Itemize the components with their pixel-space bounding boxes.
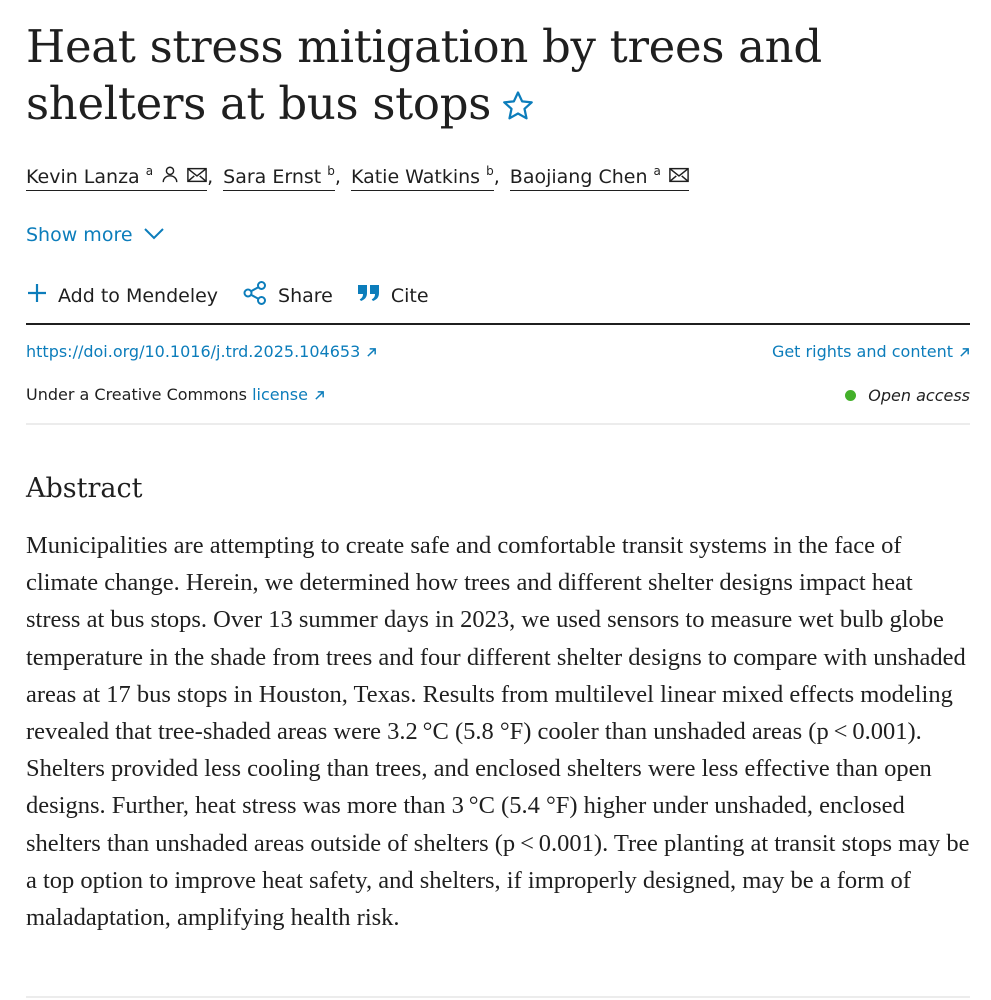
- external-link-icon: [314, 386, 325, 405]
- affiliation-marker: b: [486, 163, 494, 178]
- open-access-badge: [845, 385, 970, 405]
- quote-icon: [357, 283, 381, 308]
- share-icon: [242, 280, 268, 311]
- license-link-text: license: [252, 385, 308, 404]
- author-list: Kevin Lanza $^a$ , Sara Ernst $^b$ , Katie Watkins $^b$ , Baojiang Chen $^a$: [26, 165, 970, 197]
- article-title: Heat stress mitigation by trees and shelters at bus stops: [26, 18, 970, 136]
- divider: [26, 323, 970, 325]
- open-access-label: Open access: [868, 385, 970, 405]
- cite-button[interactable]: [357, 283, 429, 308]
- show-more-label: Show more: [26, 224, 133, 246]
- abstract-text: Municipalities are attempting to create safe and comfortable transit systems in the face of climate change. Herein, we determined how trees and different shelter designs impact heat stress at bus stops. Over 13 summer days in 2023, we used sensors to measure wet bulb globe temperature in the shade from trees and four different shelter designs to compare with unshaded areas at 17 bus stops in Houston, Texas. Results from multilevel linear mixed effects modeling revealed that tree-shaded areas were 3.2 °C (5.8 °F) cooler than unshaded areas (p < 0.001). Shelters provided less cooling than trees, and enclosed shelters were less effective than open designs. Further, heat stress was more than 3 °C (5.4 °F) higher under unshaded, enclosed shelters than unshaded areas outside of shelters (p < 0.001). Tree planting at transit stops may be a top option to improve heat safety, and shelters, if improperly designed, may be a form of maladaptation, amplifying health risk.: [26, 532, 970, 932]
- chevron-down-icon: [143, 224, 165, 246]
- author-sara-ernst[interactable]: [223, 163, 335, 191]
- plus-icon: [26, 282, 48, 309]
- author-katie-watkins[interactable]: [350, 163, 494, 191]
- author-kevin-lanza[interactable]: [26, 165, 207, 191]
- show-more-button[interactable]: [26, 224, 165, 246]
- author-baojiang-chen[interactable]: [509, 163, 689, 191]
- author-name: Baojiang Chen: [509, 165, 648, 188]
- get-rights-link[interactable]: [772, 342, 970, 362]
- share-button[interactable]: [242, 280, 333, 311]
- person-icon: [161, 165, 179, 188]
- mail-icon: [669, 166, 689, 188]
- mendeley-label: Add to Mendeley: [58, 284, 219, 307]
- affiliation-marker: a: [653, 163, 661, 178]
- star-icon[interactable]: [501, 79, 535, 136]
- external-link-icon: [366, 343, 377, 362]
- author-name: Kevin Lanza: [26, 165, 140, 188]
- affiliation-marker: b: [327, 163, 335, 178]
- doi-text: https://doi.org/10.1016/j.trd.2025.104653: [26, 342, 361, 361]
- license-link[interactable]: [252, 385, 325, 404]
- rights-text: Get rights and content: [771, 342, 953, 361]
- author-name: Katie Watkins: [350, 165, 481, 188]
- license-prefix: Under a Creative Commons: [26, 385, 247, 404]
- license-statement: [26, 385, 325, 405]
- divider: [26, 996, 970, 998]
- share-label: Share: [278, 284, 333, 307]
- add-to-mendeley-button[interactable]: [26, 282, 218, 309]
- abstract-heading: Abstract: [26, 473, 143, 504]
- cite-label: Cite: [390, 284, 429, 307]
- affiliation-marker: a: [145, 163, 154, 178]
- mail-icon: [187, 166, 207, 188]
- license-row: [26, 385, 970, 405]
- doi-row: [26, 342, 970, 362]
- article-toolbar: [26, 280, 453, 311]
- divider: [26, 423, 970, 425]
- open-access-dot-icon: [845, 390, 856, 401]
- author-name: Sara Ernst: [223, 165, 322, 188]
- doi-link[interactable]: [26, 342, 377, 362]
- external-link-icon: [959, 343, 970, 362]
